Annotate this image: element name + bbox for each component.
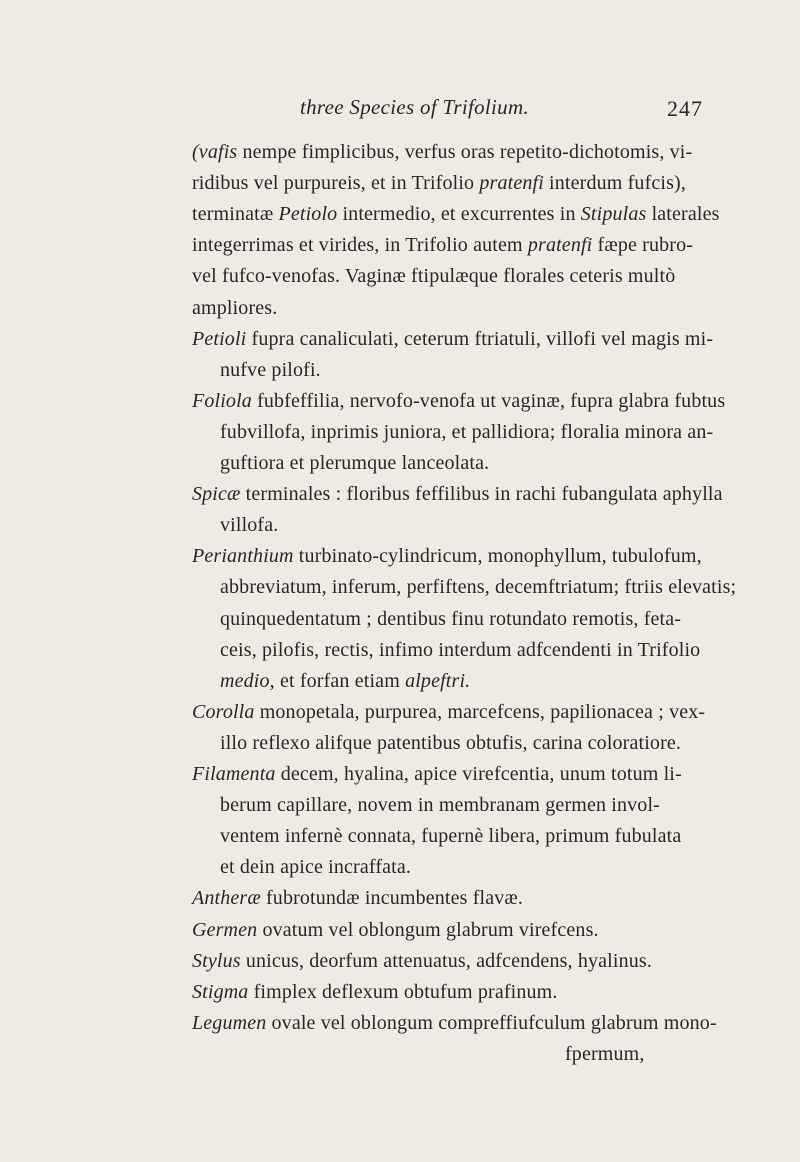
text-run: ampliores. [192,296,278,319]
text-line [220,852,411,882]
text-line [220,790,660,820]
text-line [220,355,321,385]
text-run: villofa. [220,514,279,537]
text-line [220,604,681,634]
italic-term: Stylus [192,949,241,972]
italic-term: alpeftri. [405,669,471,692]
text-run: laterales [646,203,720,226]
italic-term: pratenfi [527,234,593,257]
italic-term: Petioli [192,327,247,350]
text-run: fpermum, [565,1042,645,1065]
text-run: terminales : floribus feffilibus in rachi fubangulata aphylla [240,483,723,506]
text-run: abbreviatum, inferum, perfiftens, decemftriatum; ftriis elevatis; [220,576,737,599]
text-line [192,479,723,509]
text-line [192,168,686,198]
text-line [192,230,693,260]
text-line [192,883,523,913]
text-run: ceis, pilofis, rectis, infimo interdum adfcendenti in Trifolio [220,638,701,661]
text-line [192,386,725,416]
text-run: fubfeffilia, nervofo-venofa ut vaginæ, fupra glabra fubtus [251,389,726,412]
text-run: integerrimas et virides, in Trifolio autem [192,234,528,257]
text-run: et dein apice incraffata. [220,856,412,879]
text-line [192,199,720,229]
text-line [192,541,702,571]
text-run: nufve pilofi. [220,358,321,381]
italic-term: pratenfi [479,172,544,195]
text-run: guftiora et plerumque lanceolata. [220,452,490,474]
text-run: fubvillofa, inprimis juniora, et pallidiora; floralia minora an- [220,420,714,443]
page-number: 247 [667,96,703,121]
italic-term: Stipulas [580,203,647,226]
text-line [192,977,558,1007]
text-run: unicus, deorfum attenuatus, adfcendens, hyalinus. [240,949,652,972]
text-line [220,728,681,758]
text-line [192,137,692,167]
text-run: ovale vel oblongum compreffiufculum glabrum mono- [266,1011,717,1034]
italic-term: Antheræ [192,887,261,910]
text-run: fupra canaliculati, ceterum ftriatuli, villofi vel magis mi- [246,327,714,350]
italic-term: Filamenta [192,763,276,785]
text-line [220,572,736,602]
text-run: ridibus vel purpureis, et in Trifolio [192,172,480,195]
text-run: nempe fimplicibus, verfus oras repetito-dichotomis, vi- [237,141,693,163]
text-line [192,759,682,789]
text-line [220,821,681,851]
italic-term: Corolla [192,700,255,723]
italic-term: medio [220,669,270,692]
text-line [565,1039,645,1069]
text-run: , et forfan etiam [269,669,406,692]
italic-term: Foliola [192,389,252,412]
text-run: terminatæ [192,203,279,226]
text-run: decem, hyalina, apice virefcentia, unum totum li- [275,763,682,785]
text-run: fæpe rubro- [592,234,694,257]
text-line [192,1008,717,1038]
text-run: monopetala, purpurea, marcefcens, papilionacea ; vex- [254,700,706,723]
text-line [192,324,713,354]
text-line [220,417,713,447]
text-run: interdum fufcis), [543,172,687,195]
text-run: illo reflexo alifque patentibus obtufis, carina coloratiore. [220,731,682,754]
italic-term: Petiolo [278,203,338,226]
italic-term: Perianthium [192,545,294,568]
text-run: fubrotundæ incumbentes flavæ. [260,887,524,910]
italic-term: Legumen [192,1011,267,1034]
text-run: vel fufco-venofas. Vaginæ ftipulæque florales ceteris multò [192,265,676,288]
text-line [220,510,278,540]
italic-term: (vafis [192,141,238,163]
text-run: ovatum vel oblongum glabrum virefcens. [257,918,599,941]
text-line [192,946,652,976]
text-line [220,448,489,478]
text-run: fimplex deflexum obtufum prafinum. [248,980,558,1003]
text-line [220,635,700,665]
italic-term: Spicæ [192,483,241,506]
text-run: intermedio, et excurrentes in [337,203,581,226]
text-run: turbinato-cylindricum, monophyllum, tubulofum, [293,545,702,568]
italic-term: Stigma [192,980,249,1003]
italic-term: Germen [192,918,258,941]
text-run: ventem infernè connata, fupernè libera, primum fubulata [220,825,682,848]
text-line [192,261,675,291]
text-line [220,666,470,696]
text-line [192,915,599,945]
text-line [192,697,705,727]
text-line [192,293,277,323]
text-run: quinquedentatum ; dentibus finu rotundato remotis, feta- [220,607,682,630]
text-run: berum capillare, novem in membranam germen invol- [220,794,660,817]
running-head: three Species of Trifolium. [300,95,529,119]
